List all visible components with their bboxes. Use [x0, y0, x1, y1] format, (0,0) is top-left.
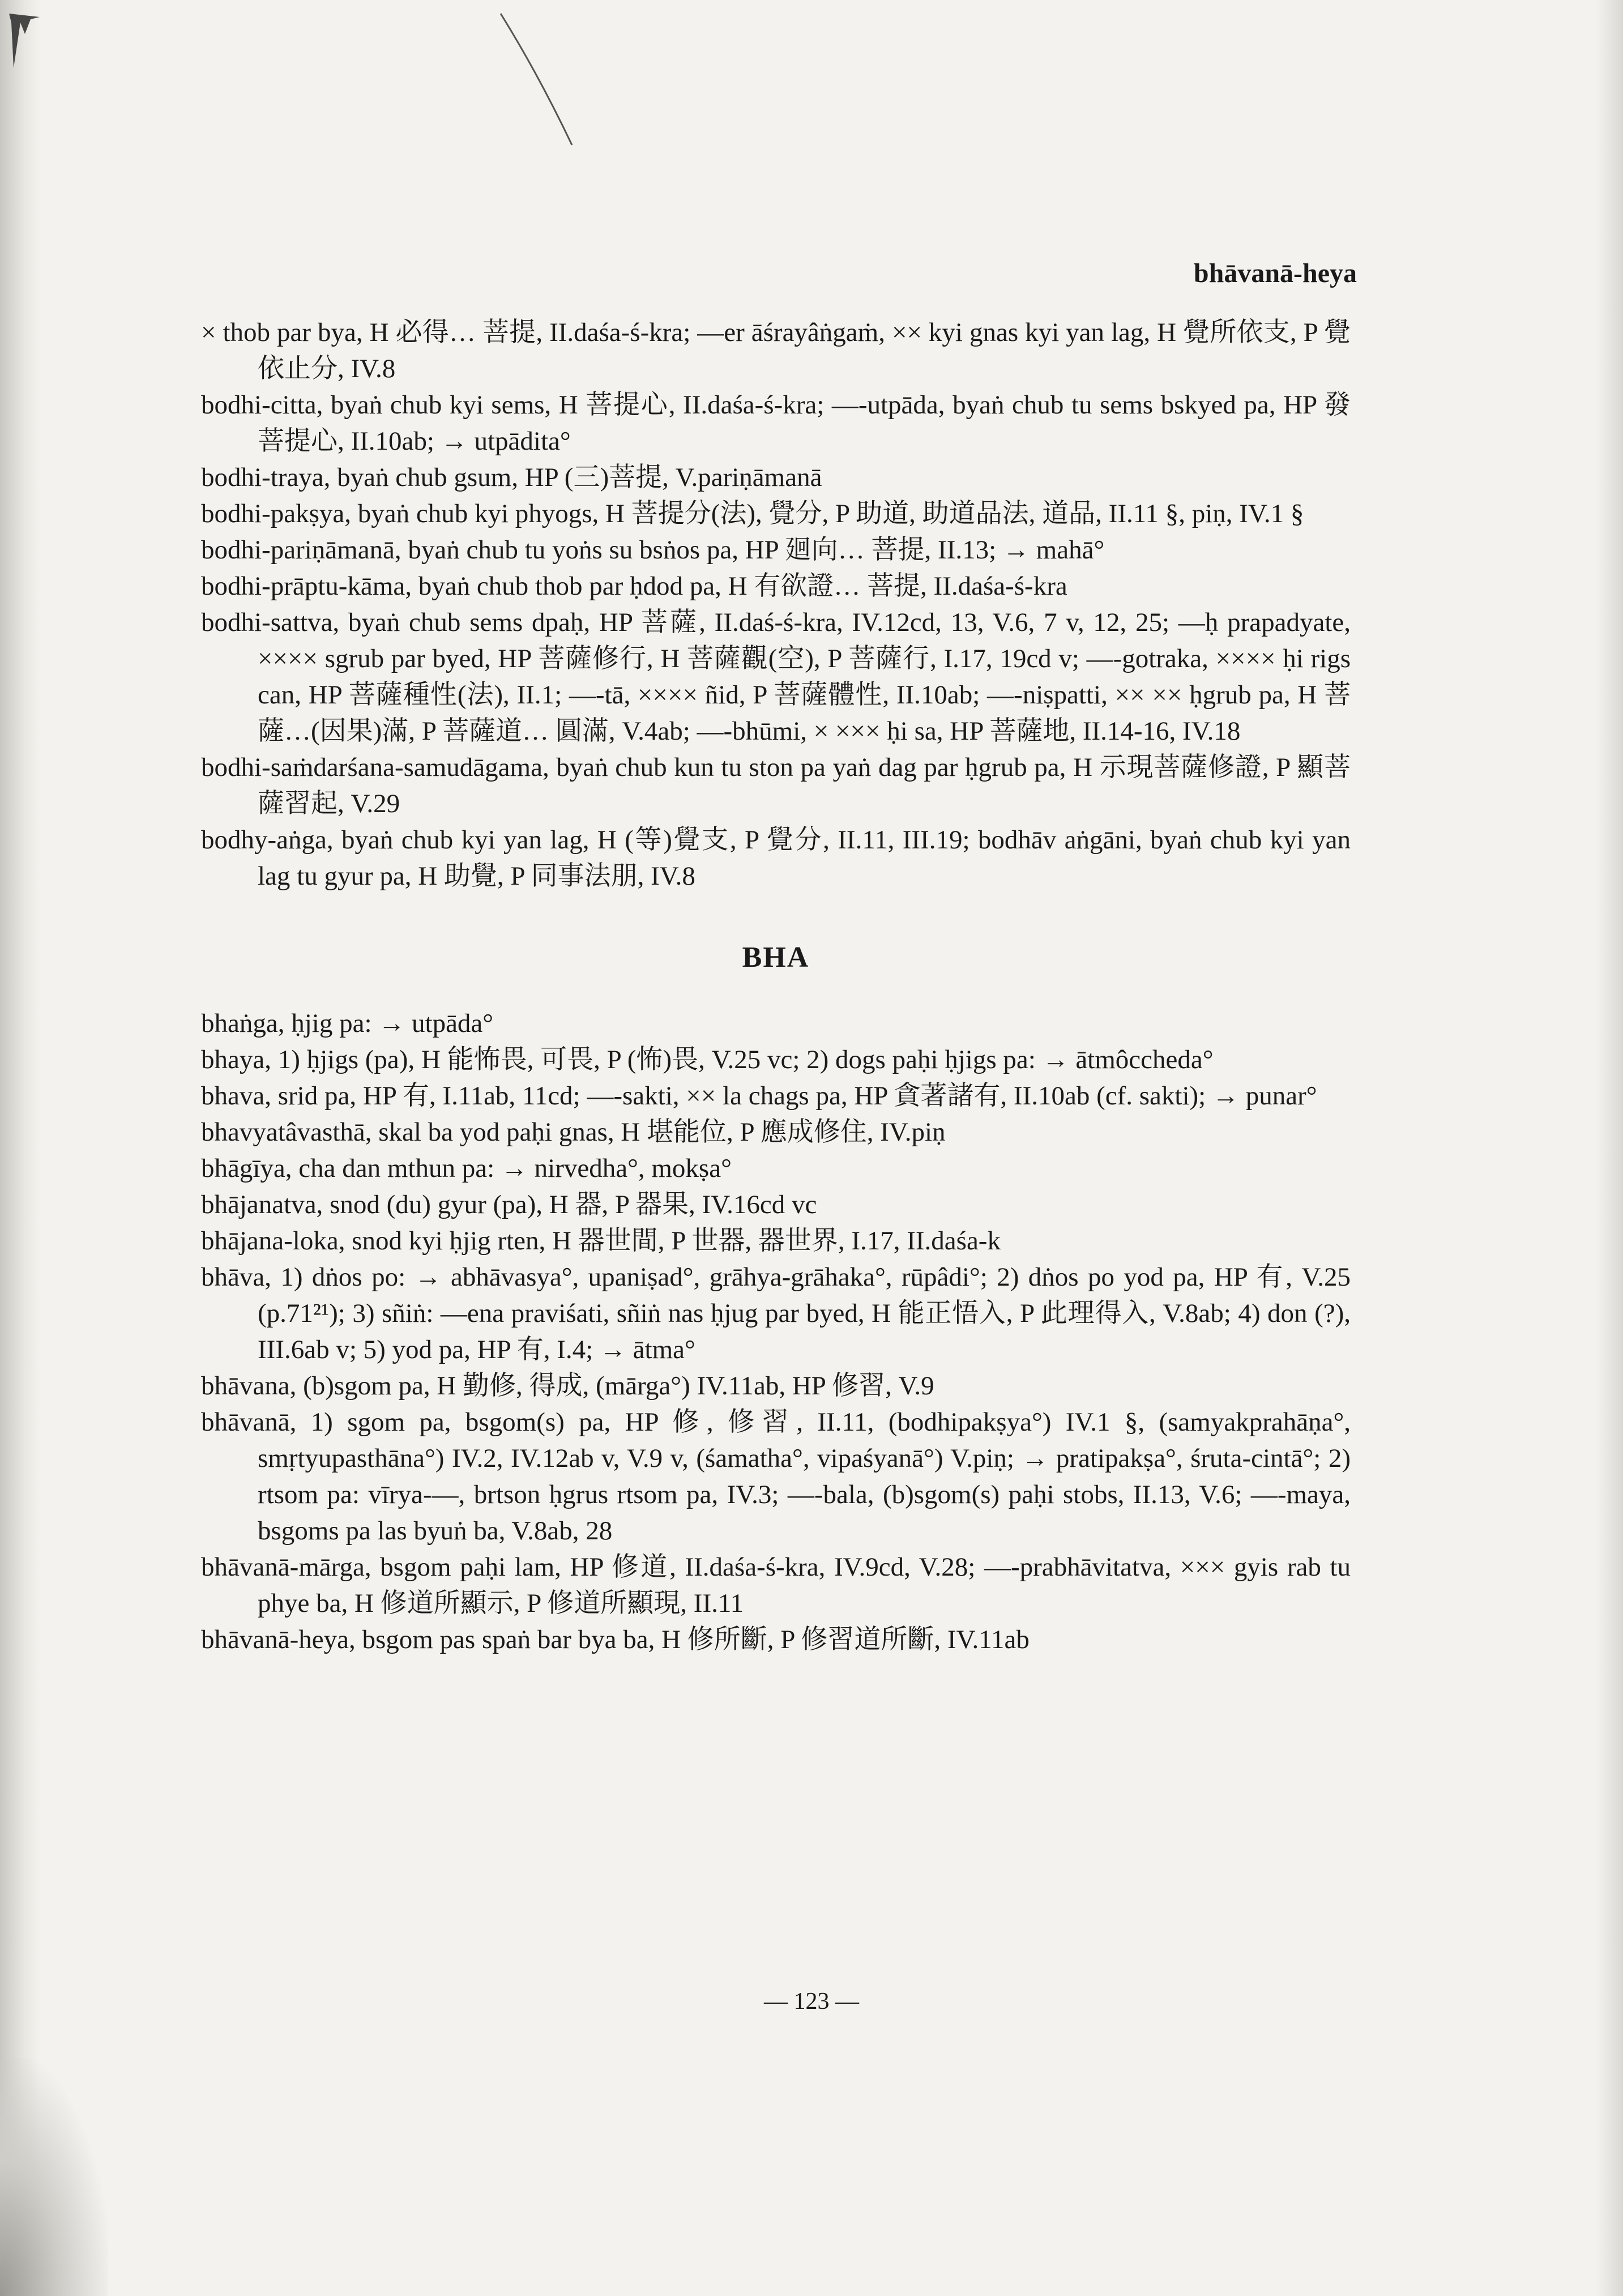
- entry: bhājana-loka, snod kyi ḥjig rten, H 器世間, P 世器, 器世界, I.17, II.daśa-k: [201, 1226, 1001, 1256]
- entry: bhāvanā-heya, bsgom pas spaṅ bar bya ba, H 修所斷, P 修習道所斷, IV.11ab: [201, 1625, 1030, 1654]
- entry: bodhi-sattva, byaṅ chub sems dpaḥ, HP 菩薩, II.daś-ś-kra, IV.12cd, 13, V.6, 7 v, 12, 25; —ḥ prapadyate, ×××× sgrub par byed, HP 菩薩修行, H 菩薩觀(空), P 菩薩行, I.17, 19cd v; —-gotraka, ×××× ḥi rigs can, HP 菩薩種性(法), II.1; —-tā, ×××× ñid, P 菩薩體性, II.10ab; —-niṣpatti, ×× ×× ḥgrub pa, H 菩薩…(因果)滿, P 菩薩道… 圓滿, V.4ab; —-bhūmi, × ××× ḥi sa, HP 菩薩地, II.14-16, IV.18: [201, 608, 1351, 746]
- entry: bhaya, 1) ḥjigs (pa), H 能怖畏, 可畏, P (怖)畏, V.25 vc; 2) dogs paḥi ḥjigs pa: → ātmôccheda°: [201, 1045, 1214, 1074]
- entry: bhāgīya, cha dan mthun pa: → nirvedha°, mokṣa°: [201, 1154, 732, 1183]
- entry: bodhi-traya, byaṅ chub gsum, HP (三)菩提, V.pariṇāmanā: [201, 463, 822, 492]
- page-content: [201, 314, 1351, 1658]
- stray-pen-line: [498, 11, 583, 147]
- section-title: BHA: [742, 941, 810, 974]
- scan-edge-mark: [8, 11, 42, 74]
- entries-top: [201, 314, 1351, 894]
- entry: bhāvanā, 1) sgom pa, bsgom(s) pa, HP 修, 修習, II.11, (bodhipakṣya°) IV.1 §, (samyakprahāṇa°, smṛtyupasthāna°) IV.2, IV.12ab v, V.9 v, (śamatha°, vipaśyanā°) V.piṇ; → pratipakṣa°, śruta-cintā°; 2) rtsom pa: vīrya-—, brtson ḥgrus rtsom pa, IV.3; —-bala, (b)sgom(s) paḥi stobs, II.13, V.6; —-maya, bsgoms pa las byuṅ ba, V.8ab, 28: [201, 1407, 1351, 1546]
- entry: bodhi-citta, byaṅ chub kyi sems, H 菩提心, II.daśa-ś-kra; —-utpāda, byaṅ chub tu sems bskyed pa, HP 發菩提心, II.10ab; → utpādita°: [201, 390, 1351, 456]
- entry: bhāvanā-mārga, bsgom paḥi lam, HP 修道, II.daśa-ś-kra, IV.9cd, V.28; —-prabhāvitatva, ××× gyis rab tu phye ba, H 修道所顯示, P 修道所顯現, II.11: [201, 1552, 1351, 1618]
- entry: bodhi-pakṣya, byaṅ chub kyi phyogs, H 菩提分(法), 覺分, P 助道, 助道品法, 道品, II.11 §, piṇ, IV.1 §: [201, 499, 1304, 528]
- scan-shadow-right: [1596, 0, 1623, 2296]
- running-head: bhāvanā-heya: [1193, 258, 1357, 288]
- entry: bodhi-prāptu-kāma, byaṅ chub thob par ḥdod pa, H 有欲證… 菩提, II.daśa-ś-kra: [201, 571, 1067, 601]
- entry: bhāva, 1) dṅos po: → abhāvasya°, upaniṣad°, grāhya-grāhaka°, rūpâdi°; 2) dṅos po yod pa, HP 有, V.25 (p.71²¹); 3) sñiṅ: —ena praviśati, sñiṅ nas ḥjug par byed, H 能正悟入, P 此理得入, V.8ab; 4) don (?), III.6ab v; 5) yod pa, HP 有, I.4; → ātma°: [201, 1262, 1351, 1364]
- entry: bodhi-saṁdarśana-samudāgama, byaṅ chub kun tu ston pa yaṅ dag par ḥgrub pa, H 示現菩薩修證, P 顯菩薩習起, V.29: [201, 753, 1351, 818]
- entry: bhavyatâvasthā, skal ba yod paḥi gnas, H 堪能位, P 應成修住, IV.piṇ: [201, 1117, 946, 1147]
- entry: bhaṅga, ḥjig pa: → utpāda°: [201, 1009, 494, 1038]
- entry: bodhy-aṅga, byaṅ chub kyi yan lag, H (等)覺支, P 覺分, II.11, III.19; bodhāv aṅgāni, byaṅ chub kyi yan lag tu gyur pa, H 助覺, P 同事法朋, IV.8: [201, 825, 1351, 891]
- entry: × thob par bya, H 必得… 菩提, II.daśa-ś-kra; —er āśrayâṅgaṁ, ×× kyi gnas kyi yan lag, H 覺所依支, P 覺依止分, IV.8: [201, 318, 1351, 383]
- scan-corner-shadow: [0, 2058, 108, 2296]
- page-number: — 123 —: [764, 1988, 859, 2015]
- entry: bhājanatva, snod (du) gyur (pa), H 器, P 器果, IV.16cd vc: [201, 1190, 817, 1219]
- entries-bha: [201, 1005, 1351, 1658]
- entry: bhāvana, (b)sgom pa, H 勤修, 得成, (mārga°) IV.11ab, HP 修習, V.9: [201, 1371, 934, 1401]
- entry: bhava, srid pa, HP 有, I.11ab, 11cd; —-sakti, ×× la chags pa, HP 貪著諸有, II.10ab (cf. sakti); → punar°: [201, 1081, 1317, 1111]
- scan-shadow-left: [0, 0, 40, 2296]
- entry: bodhi-pariṇāmanā, byaṅ chub tu yoṅs su bsṅos pa, HP 廻向… 菩提, II.13; → mahā°: [201, 535, 1105, 565]
